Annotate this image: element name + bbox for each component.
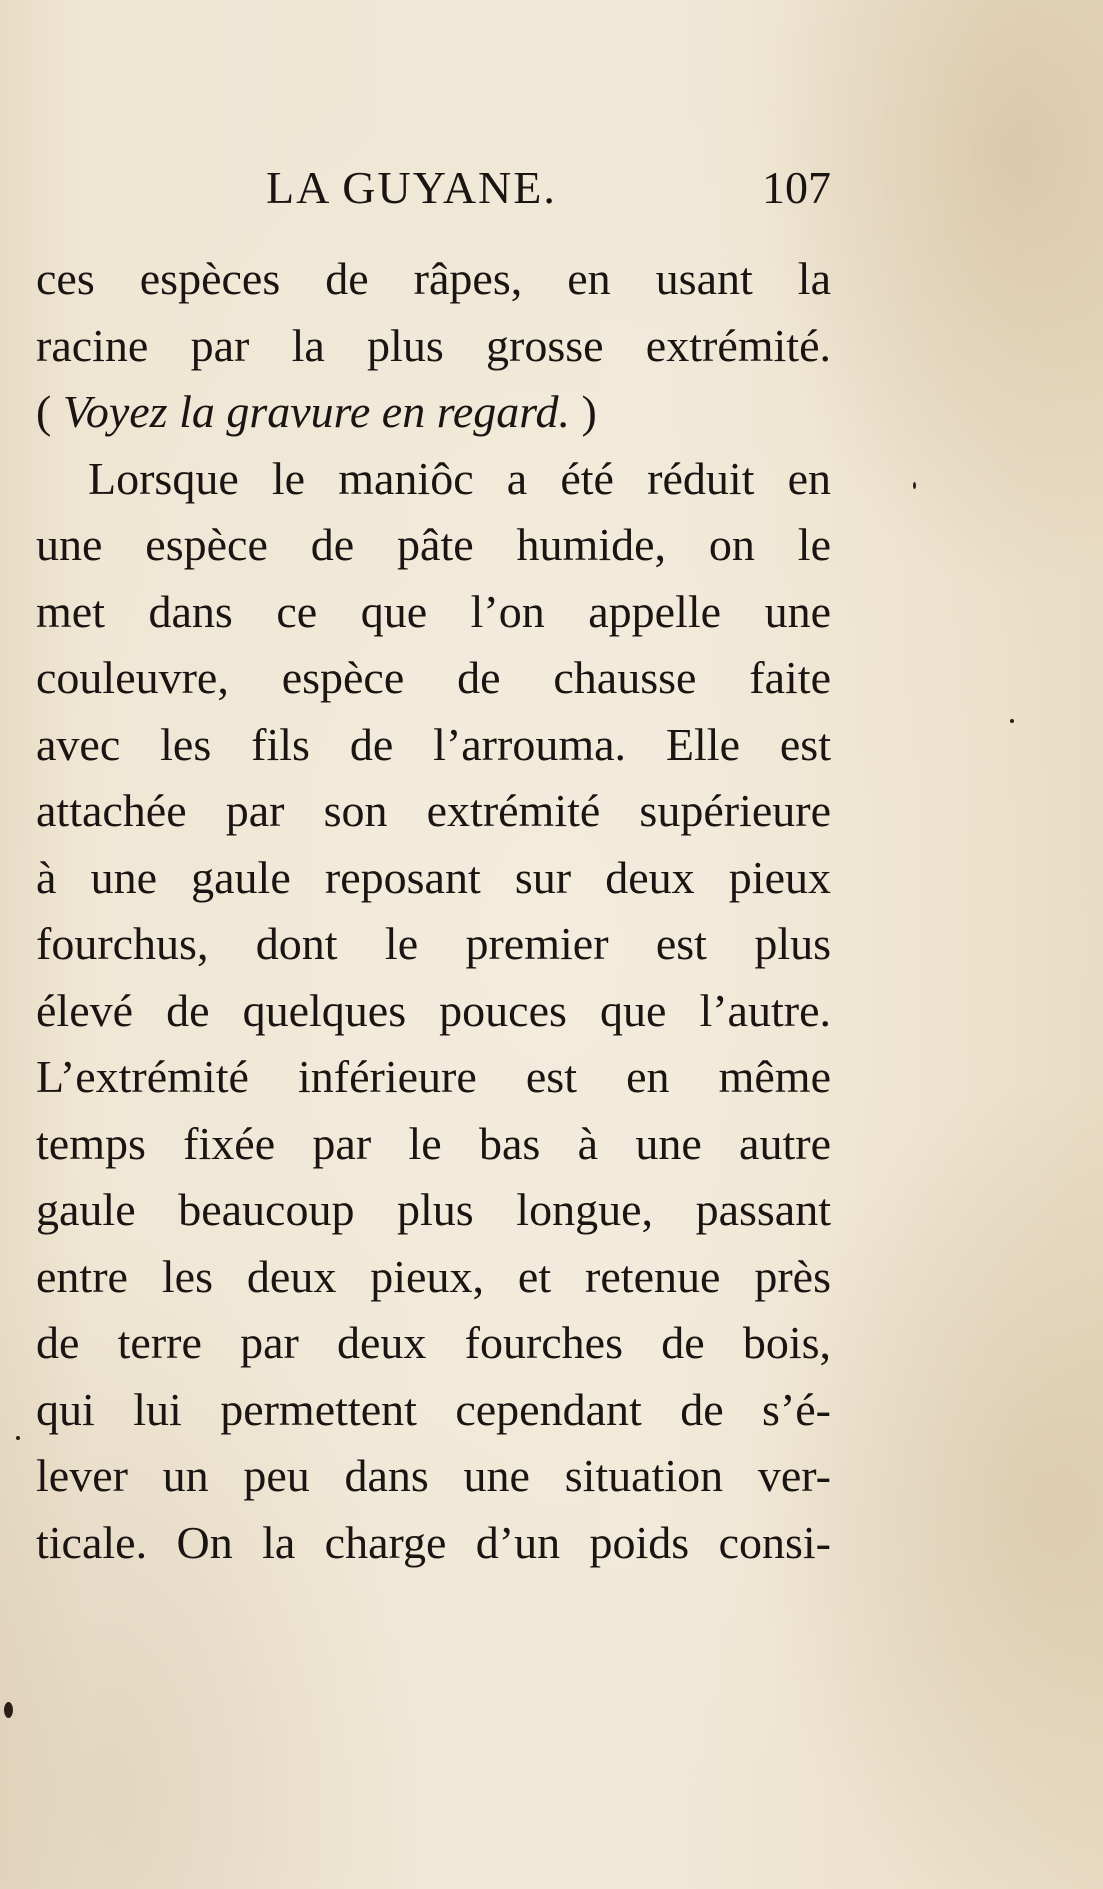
text-line: ticale. On la charge d’un poids consi-: [36, 1516, 831, 1568]
body-text: [36, 246, 831, 1576]
text-line: lever un peu dans une situation ver-: [36, 1450, 831, 1501]
close-paren: ): [570, 386, 597, 437]
text-line: une espèce de pâte humide, on le: [36, 519, 831, 570]
running-title: LA GUYANE.: [266, 162, 557, 213]
ink-speck: [1010, 719, 1014, 723]
text-line: gaule beaucoup plus longue, passant: [36, 1184, 831, 1235]
text-line: élevé de quelques pouces que l’autre.: [36, 984, 831, 1036]
text-line: avec les fils de l’arrouma. Elle est: [36, 718, 831, 770]
page-header: [36, 158, 831, 218]
ink-speck: [913, 482, 916, 489]
text-line: attachée par son extrémité supérieure: [36, 785, 831, 836]
paragraph-start-line: Lorsque le maniôc a été réduit en: [88, 452, 831, 504]
ink-speck: [4, 1702, 13, 1718]
figure-reference-line: [36, 379, 831, 446]
text-line: temps fixée par le bas à une autre: [36, 1117, 831, 1169]
open-paren: (: [36, 386, 63, 437]
text-line: de terre par deux fourches de bois,: [36, 1317, 831, 1368]
ink-speck: [16, 1436, 20, 1440]
text-line: entre les deux pieux, et retenue près: [36, 1250, 831, 1302]
text-line: racine par la plus grosse extrémité.: [36, 319, 831, 371]
figure-reference: Voyez la gravure en regard.: [62, 386, 570, 437]
text-line: fourchus, dont le premier est plus: [36, 918, 831, 969]
text-line: couleuvre, espèce de chausse faite: [36, 652, 831, 703]
text-line: L’extrémité inférieure est en même: [36, 1051, 831, 1102]
text-line: à une gaule reposant sur deux pieux: [36, 851, 831, 903]
page-number: 107: [762, 162, 831, 213]
text-line: ces espèces de râpes, en usant la: [36, 253, 831, 304]
text-line: met dans ce que l’on appelle une: [36, 585, 831, 637]
text-line: qui lui permettent cependant de s’é-: [36, 1383, 831, 1435]
